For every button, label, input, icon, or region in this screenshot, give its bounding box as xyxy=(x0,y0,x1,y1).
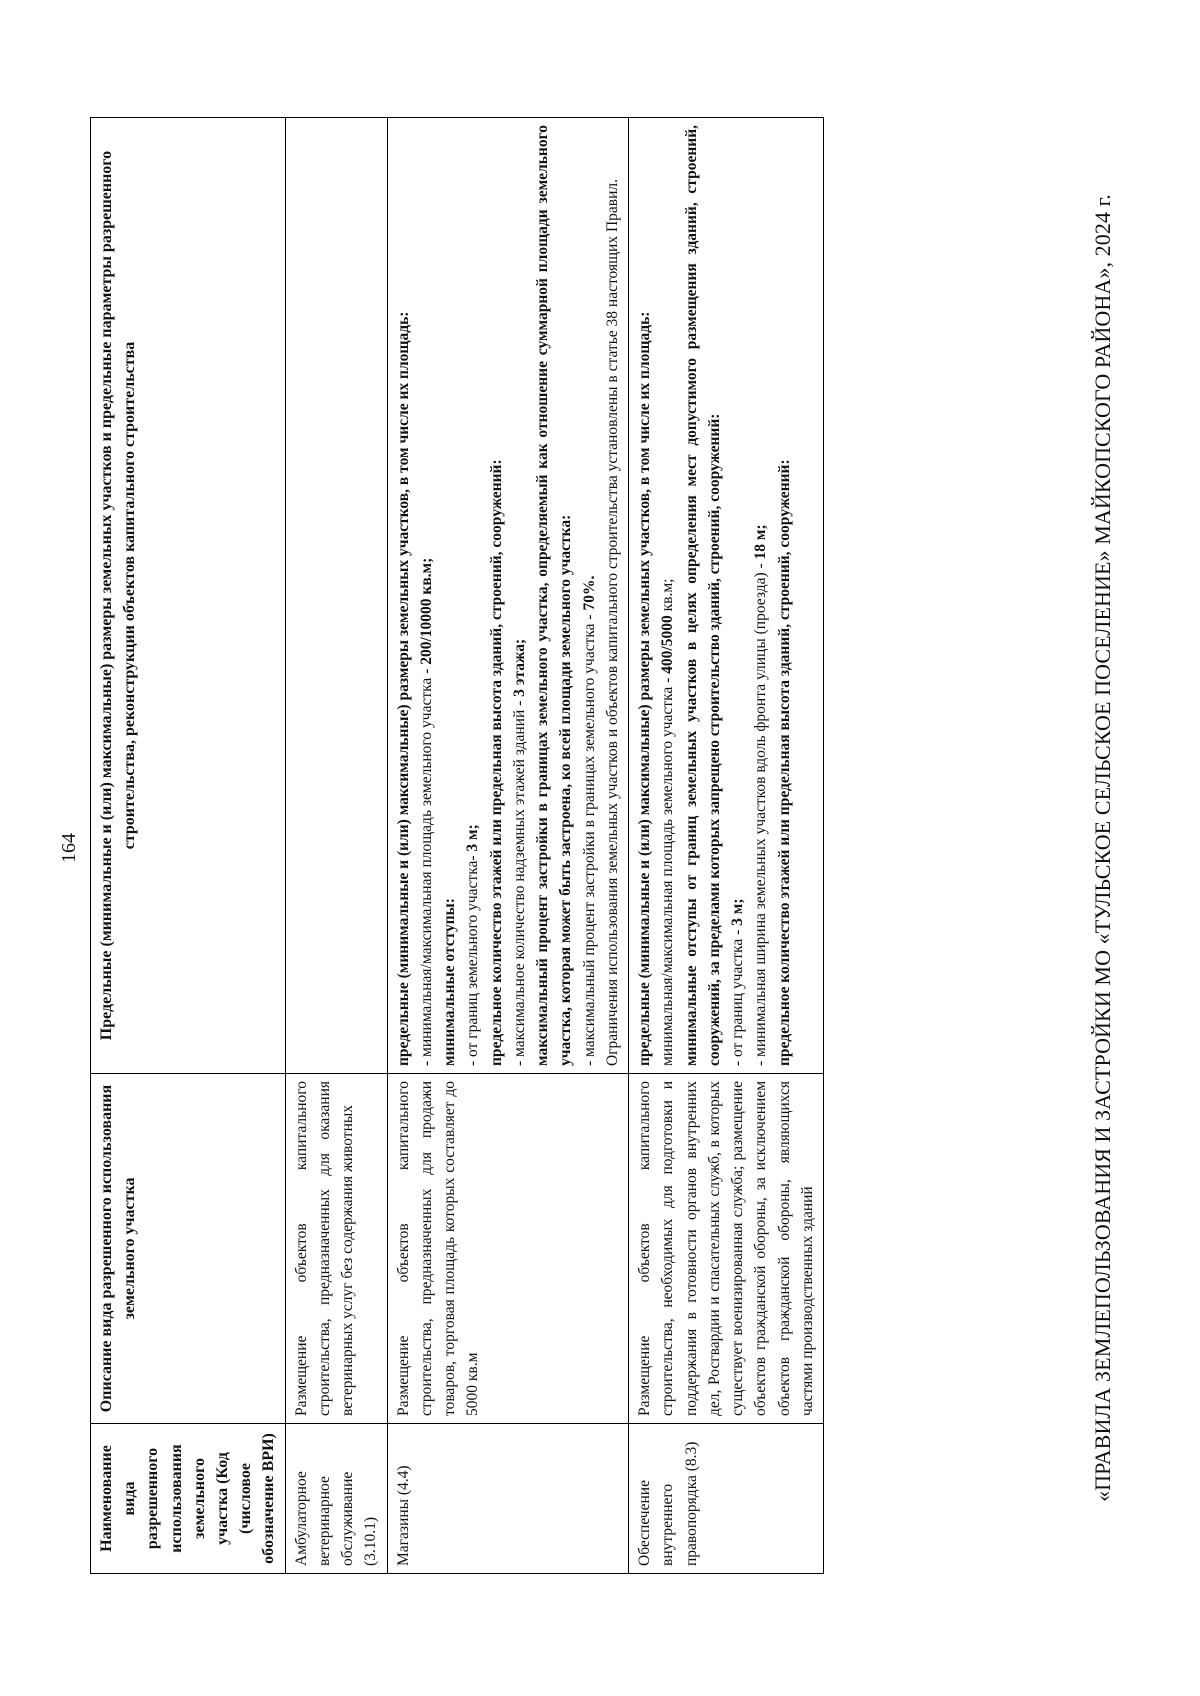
row-params-cell xyxy=(387,118,629,1074)
header-params: Предельные (минимальные и (или) максимальные) размеры земельных участков и предельные параметры разрешенного строительства, реконструкции объектов капитального строительства xyxy=(91,118,286,1074)
page-number: 164 xyxy=(58,833,80,863)
header-name: Наименование вида разрешенного использования земельного участка (Код (числовое обозначение ВРИ) xyxy=(91,1424,286,1574)
param-line xyxy=(578,125,601,1066)
row-params-cell xyxy=(285,118,387,1074)
row-name-cell: Магазины (4.4) xyxy=(387,1424,629,1574)
param-label: - от границ земельного участка- xyxy=(464,851,482,1066)
param-value: 18 м; xyxy=(752,524,770,560)
param-line xyxy=(461,125,484,1066)
param-label: минимальная/максимальная площадь земельного участка - xyxy=(659,673,677,1066)
table-header-row xyxy=(91,118,286,1574)
param-line: предельное количество этажей или предельная высота зданий, строений, сооружений: xyxy=(487,459,505,1066)
header-description: Описание вида разрешенного использования земельного участка xyxy=(91,1074,286,1424)
param-line xyxy=(656,125,679,1066)
param-label: - минимальная/максимальная площадь земельного участка - xyxy=(417,664,435,1066)
param-label: - минимальная ширина земельных участков вдоль фронта улицы (проезда) - xyxy=(752,559,770,1066)
param-line xyxy=(508,125,531,1066)
table-row xyxy=(629,118,824,1574)
param-line: Ограничения использования земельных участков и объектов капитального строительства установлены в статье 38 настоящих Правил. xyxy=(603,178,621,1066)
row-name-cell: Амбулаторное ветеринарное обслуживание (3.10.1) xyxy=(285,1424,387,1574)
row-description-cell: Размещение объектов капитального строительства, предназначенных для продажи товаров, торговая площадь которых составляет до 5000 кв.м xyxy=(387,1074,629,1424)
row-description-cell: Размещение объектов капитального строительства, необходимых для подготовки и поддержания в готовности органов внутренних дел, Росгвардии и спасательных служб, в которых существует военизированная служба; размещение объектов гражданской обороны, за исключением объектов гражданской обороны, являющихся частями производственных зданий xyxy=(629,1074,824,1424)
param-line xyxy=(749,125,772,1066)
param-value: 3 м; xyxy=(464,824,482,852)
row-description-cell: Размещение объектов капитального строительства, предназначенных для оказания ветеринарных услуг без содержания животных xyxy=(285,1074,387,1424)
param-value: 70%. xyxy=(580,575,598,611)
row-name-cell: Обеспечение внутреннего правопорядка (8.3) xyxy=(629,1424,824,1574)
param-label: - максимальное количество надземных этажей зданий - xyxy=(510,696,528,1066)
param-line xyxy=(415,125,438,1066)
regulations-table xyxy=(90,117,824,1574)
param-line: минимальные отступы от границ земельных участков в целях определения мест допустимого размещения зданий, строений, сооружений, за пределами которых запрещено строительство зданий, строений, сооружений: xyxy=(682,125,723,1066)
param-line: предельные (минимальные и (или) максимальные) размеры земельных участков, в том числе их площадь: xyxy=(636,311,653,1066)
table-row xyxy=(285,118,387,1574)
param-value: 400/5000 xyxy=(659,615,677,674)
param-tail: кв.м; xyxy=(659,578,677,616)
param-label: - максимальный процент застройки в границах земельного участка - xyxy=(580,610,598,1066)
param-value: 3 этажа; xyxy=(510,638,528,697)
table-row xyxy=(387,118,629,1574)
param-line: предельное количество этажей или предельная высота зданий, строений, сооружений: xyxy=(775,459,793,1066)
param-value: 200/10000 кв.м; xyxy=(417,557,435,665)
param-line: минимальные отступы: xyxy=(441,898,458,1066)
document-footer: «ПРАВИЛА ЗЕМЛЕПОЛЬЗОВАНИЯ И ЗАСТРОЙКИ МО «ТУЛЬСКОЕ СЕЛЬСКОЕ ПОСЕЛЕНИЕ» МАЙКОПСКОГО РАЙОНА», 2024 г. xyxy=(1090,194,1115,1502)
param-line: предельные (минимальные и (или) максимальные) размеры земельных участков, в том числе их площадь: xyxy=(394,311,412,1066)
param-label: - от границ участка - xyxy=(729,925,746,1066)
param-value: 3 м; xyxy=(729,898,746,926)
param-line: максимальный процент застройки в границах земельного участка, определяемый как отношение суммарной площади земельного участка, которая может быть застроена, ко всей площади земельного участка: xyxy=(534,125,575,1066)
row-params-cell xyxy=(629,118,824,1074)
param-line xyxy=(726,125,749,1066)
